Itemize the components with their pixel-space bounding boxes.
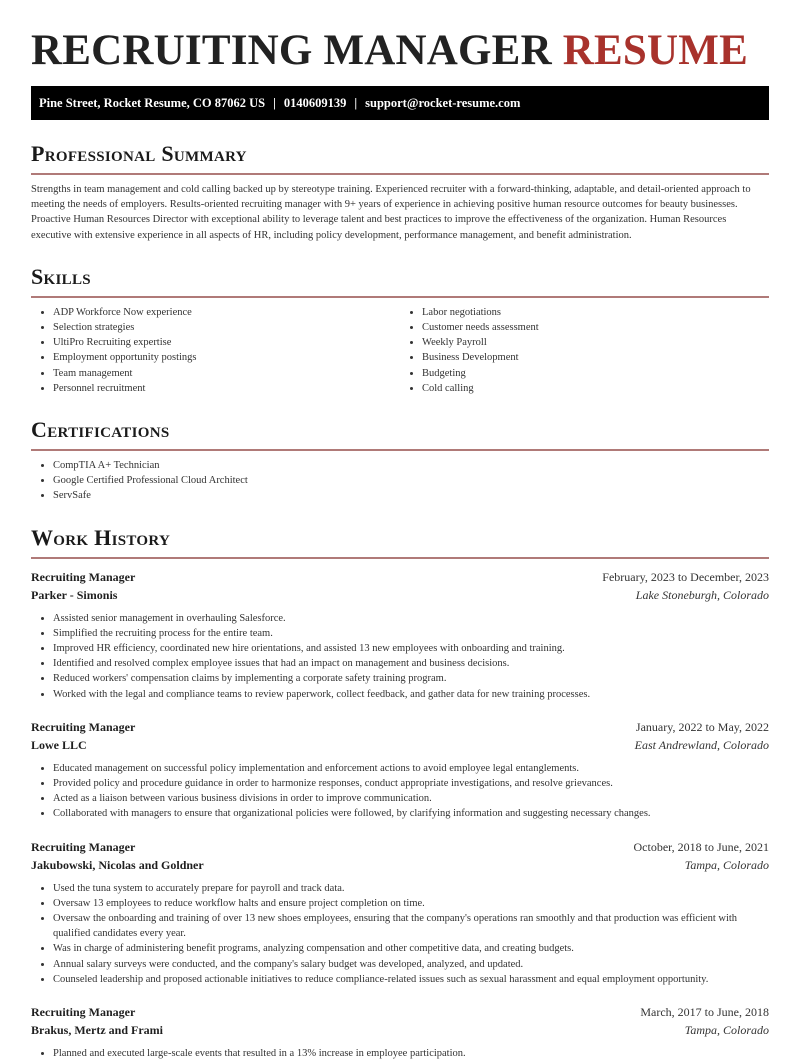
job-bullets	[31, 1046, 769, 1061]
contact-separator: |	[273, 95, 276, 110]
job-bullet: • Used the tuna system to accurately prepare for payroll and track data.	[53, 881, 769, 896]
skill-item: • Labor negotiations	[422, 305, 769, 320]
section-divider	[31, 557, 769, 559]
job-entry	[31, 568, 769, 702]
skill-item: • Selection strategies	[53, 320, 400, 335]
job-dates: March, 2017 to June, 2018	[640, 1005, 769, 1020]
contact-bar	[31, 86, 769, 120]
job-company: Parker - Simonis	[31, 587, 118, 602]
job-company: Jakubowski, Nicolas and Goldner	[31, 857, 204, 872]
section-heading: Work History	[31, 524, 171, 550]
skill-item: • Employment opportunity postings	[53, 350, 400, 365]
job-title: Recruiting Manager	[31, 719, 136, 734]
job-bullet: • Collaborated with managers to ensure that organizational policies were followed, by clarifying information and suggesting necessary changes.	[53, 806, 769, 821]
certifications-section	[31, 416, 769, 504]
job-bullet: • Acted as a liaison between various business divisions in order to improve communication.	[53, 791, 769, 806]
certification-item: • CompTIA A+ Technician	[53, 458, 769, 473]
job-bullet: • Annual salary surveys were conducted, and the company's salary budget was developed, analyzed, and updated.	[53, 957, 769, 972]
job-bullet: • Educated management on successful policy implementation and enforcement actions to avoid employee legal entanglements.	[53, 761, 769, 776]
job-location: Lake Stoneburgh, Colorado	[635, 587, 769, 602]
job-bullets	[31, 761, 769, 822]
section-divider	[31, 449, 769, 451]
contact-email[interactable]: support@rocket-resume.com	[365, 95, 521, 110]
job-title: Recruiting Manager	[31, 1005, 136, 1020]
contact-address: Pine Street, Rocket Resume, CO 87062 US	[39, 95, 266, 110]
skill-item: • ADP Workforce Now experience	[53, 305, 400, 320]
job-bullet: • Oversaw the onboarding and training of over 13 new shoes employees, ensuring that the company's operations ran smoothly and that production was efficient with qualified candidates every year.	[53, 911, 769, 941]
contact-separator: |	[354, 95, 358, 110]
job-dates: October, 2018 to June, 2021	[633, 839, 769, 854]
job-bullet: • Counseled leadership and proposed actionable initiatives to reduce compliance-related issues such as sexual harassment and equal employment opportunity.	[53, 972, 769, 987]
certification-item: • ServSafe	[53, 488, 769, 503]
title-accent: RESUME	[562, 27, 748, 74]
job-bullet: • Simplified the recruiting process for the entire team.	[53, 626, 769, 641]
skills-list-right	[400, 305, 769, 396]
work-history-section	[31, 524, 769, 1061]
job-location: East Andrewland, Colorado	[634, 737, 769, 752]
title-main: RECRUITING MANAGER	[31, 27, 552, 74]
job-company: Brakus, Mertz and Frami	[31, 1023, 163, 1038]
job-bullet: • Provided policy and procedure guidance in order to harmonize responses, conduct appropriate investigations, and resolve grievances.	[53, 776, 769, 791]
skill-item: • Cold calling	[422, 381, 769, 396]
job-bullets	[31, 611, 769, 702]
certification-item: • Google Certified Professional Cloud Architect	[53, 473, 769, 488]
job-bullet: • Identified and resolved complex employee issues that had an impact on management and business decisions.	[53, 656, 769, 671]
skill-item: • Team management	[53, 366, 400, 381]
job-bullet: • Reduced workers' compensation claims by implementing a corporate safety training program.	[53, 671, 769, 686]
job-bullet: • Worked with the legal and compliance teams to review paperwork, collect feedback, and gather data for new training processes.	[53, 687, 769, 702]
resume-title	[31, 0, 769, 75]
professional-summary-section	[31, 140, 769, 243]
summary-text: Strengths in team management and cold calling backed up by stereotype training. Experienced recruiter with a forward-thinking, adaptable, and detail-oriented approach to meeting the needs of employers. Results-oriented recruiting manager with 9+ years of experience in achieving positive human resource outcomes for beauty businesses. Proactive Human Resources Director with exceptional ability to leverage talent and best practices to improve the effectiveness of the organization. Human Resources executive with extensive experience in all aspects of HR, including policy development, performance management, and benefit administration.	[31, 184, 751, 241]
job-bullet: • Planned and executed large-scale events that resulted in a 13% increase in employee participation.	[53, 1046, 769, 1061]
section-divider	[31, 173, 769, 175]
job-entry	[31, 718, 769, 822]
certifications-list	[31, 458, 769, 504]
skills-list-left	[31, 305, 400, 396]
skill-item: • UltiPro Recruiting expertise	[53, 335, 400, 350]
skills-columns	[31, 305, 769, 396]
job-entry	[31, 838, 769, 987]
job-bullet: • Was in charge of administering benefit programs, analyzing compensation and other competitive data, and creating budgets.	[53, 941, 769, 956]
job-bullet: • Oversaw 13 employees to reduce workflow halts and ensure project completion on time.	[53, 896, 769, 911]
job-title: Recruiting Manager	[31, 839, 136, 854]
section-divider	[31, 296, 769, 298]
section-heading: Certifications	[31, 417, 170, 443]
job-bullet: • Assisted senior management in overhauling Salesforce.	[53, 611, 769, 626]
skill-item: • Budgeting	[422, 366, 769, 381]
job-bullet: • Improved HR efficiency, coordinated new hire orientations, and assisted 13 new employees with onboarding and training.	[53, 641, 769, 656]
job-title: Recruiting Manager	[31, 569, 136, 584]
job-company: Lowe LLC	[31, 737, 87, 752]
skills-section	[31, 263, 769, 396]
job-bullets	[31, 881, 769, 987]
job-location: Tampa, Colorado	[684, 857, 769, 872]
contact-phone: 0140609139	[283, 95, 347, 110]
skill-item: • Business Development	[422, 350, 769, 365]
section-heading: Professional Summary	[31, 141, 247, 166]
job-dates: January, 2022 to May, 2022	[635, 719, 769, 734]
job-dates: February, 2023 to December, 2023	[602, 569, 769, 584]
skill-item: • Personnel recruitment	[53, 381, 400, 396]
job-entry	[31, 1003, 769, 1061]
job-location: Tampa, Colorado	[684, 1023, 769, 1038]
skill-item: • Customer needs assessment	[422, 320, 769, 335]
section-heading: Skills	[31, 263, 91, 289]
skill-item: • Weekly Payroll	[422, 335, 769, 350]
